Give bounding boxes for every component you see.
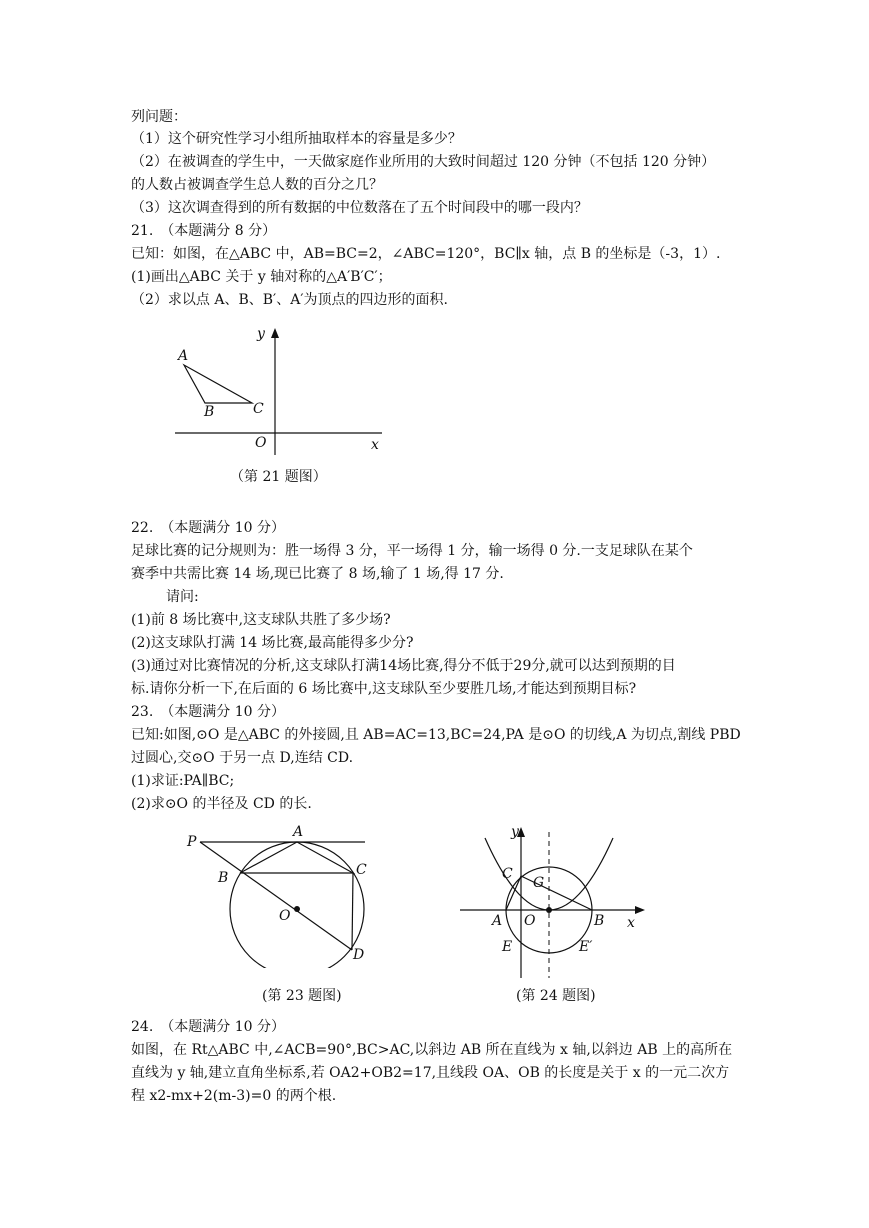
text-line: （3）这次调查得到的所有数据的中位数落在了五个时间段中的哪一段内？ [131, 200, 588, 216]
point-b-label: B [594, 913, 605, 929]
point-b-label: B [218, 870, 229, 886]
text-line: （2）在被调查的学生中，一天做家庭作业所用的大致时间超过 120 分钟（不包括 120 分钟） [131, 154, 716, 170]
text-line: 列问题： [131, 109, 187, 125]
figure-21-caption: （第 21 题图） [230, 469, 327, 485]
triangle-abc [184, 365, 252, 403]
text-line: (1)画出△ABC 关于 y 轴对称的△A′B′C′； [131, 269, 392, 285]
x-axis-arrow [635, 906, 645, 914]
text-line: 直线为 y 轴,建立直角坐标系,若 OA2+OB2=17,且线段 OA、OB 的长度是关于 x 的一元二次方 [131, 1065, 730, 1081]
point-a-label: A [492, 913, 503, 929]
point-e-prime-label: E′ [579, 939, 593, 955]
center-dot [546, 907, 552, 913]
question-23-header: 23. （本题满分 10 分） [131, 704, 285, 720]
text-line: （1）这个研究性学习小组所抽取样本的容量是多少？ [131, 131, 462, 147]
y-label: y [511, 824, 519, 840]
point-a-label: A [178, 348, 189, 364]
point-a-label: A [293, 824, 304, 840]
text-line: 已知：如图，在△ABC 中，AB=BC=2，∠ABC=120°，BC∥x 轴，点 B 的坐标是（-3，1）. [131, 246, 721, 262]
text-line: 的人数占被调查学生总人数的百分之几？ [131, 177, 383, 193]
text-line: 已知:如图,⊙O 是△ABC 的外接圆,且 AB=AC=13,BC=24,PA 是⊙O 的切线,A 为切点,割线 PBD [131, 727, 741, 743]
question-24-header: 24. （本题满分 10 分） [131, 1019, 285, 1035]
point-p-label: P [187, 834, 197, 850]
point-d-label: D [353, 947, 365, 963]
triangle-abc [240, 842, 353, 873]
y-label: y [257, 326, 265, 342]
figure-24 [455, 820, 655, 980]
circle-o [230, 842, 364, 968]
text-line: 赛季中共需比赛 14 场,现已比赛了 8 场,输了 1 场,得 17 分. [131, 566, 504, 582]
point-o-label: O [524, 913, 536, 929]
text-line: 过圆心,交⊙O 于另一点 D,连结 CD. [131, 750, 354, 766]
point-b-label: B [204, 404, 215, 420]
question-22-header: 22. （本题满分 10 分） [131, 520, 285, 536]
text-line: 程 x2-mx+2(m-3)=0 的两个根. [131, 1088, 337, 1104]
text-line: (2)求⊙O 的半径及 CD 的长. [131, 796, 312, 812]
text-line: (1)前 8 场比赛中,这支球队共胜了多少场? [131, 612, 391, 628]
point-o-label: O [279, 908, 291, 924]
text-line: (3)通过对比赛情况的分析,这支球队打满14场比赛,得分不低于29分,就可以达到预期的目 [131, 658, 676, 674]
point-c-label: C [502, 866, 513, 882]
point-c-label: C [253, 401, 264, 417]
text-line: 标.请你分析一下,在后面的 6 场比赛中,这支球队至少要胜几场,才能达到预期目标? [131, 681, 637, 697]
figure-23 [180, 818, 380, 968]
secant-pbd [200, 842, 352, 950]
point-e-label: E [502, 939, 513, 955]
y-axis-arrow [271, 328, 279, 338]
text-line: 请问: [166, 589, 199, 605]
text-line: 如图，在 Rt△ABC 中,∠ACB=90°,BC>AC,以斜边 AB 所在直线为 x 轴,以斜边 AB 上的高所在 [131, 1042, 733, 1058]
point-c-label: C [356, 862, 367, 878]
point-g-label: G [533, 875, 545, 891]
origin-label: O [255, 435, 267, 451]
question-21-header: 21. （本题满分 8 分） [131, 223, 277, 239]
text-line: (1)求证:PA∥BC; [131, 773, 235, 789]
x-label: x [627, 915, 635, 931]
center-dot [294, 906, 300, 912]
text-line: （2）求以点 A、B、B′、A′为顶点的四边形的面积. [131, 292, 448, 308]
x-label: x [371, 437, 379, 453]
segment-cd [352, 873, 353, 950]
figure-21 [160, 320, 400, 460]
figure-23-caption: (第 23 题图) [262, 988, 342, 1004]
figure-24-caption: (第 24 题图) [516, 988, 596, 1004]
text-line: (2)这支球队打满 14 场比赛,最高能得多少分? [131, 635, 414, 651]
text-line: 足球比赛的记分规则为：胜一场得 3 分，平一场得 1 分，输一场得 0 分.一支足球队在某个 [131, 543, 693, 559]
